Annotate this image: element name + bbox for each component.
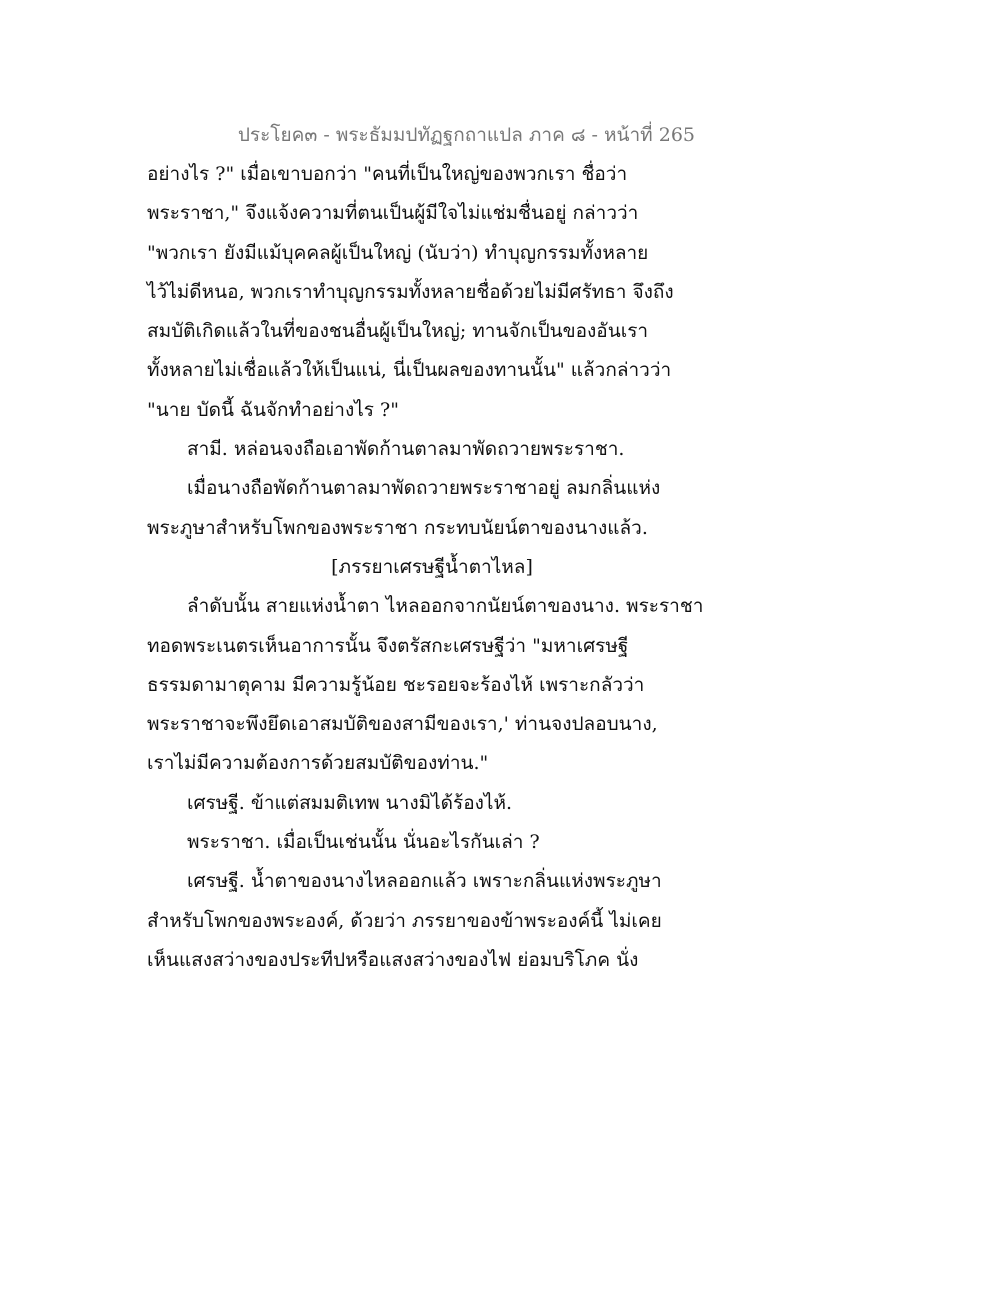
- text-line: "พวกเรา ยังมีแม้บุคคลผู้เป็นใหญ่ (นับว่า) ทำบุญกรรมทั้งหลาย: [147, 241, 649, 264]
- section-heading: [ภรรยาเศรษฐีน้ำตาไหล]: [331, 555, 533, 578]
- text-line: ทอดพระเนตรเห็นอาการนั้น จึงตรัสกะเศรษฐีว่า "มหาเศรษฐี: [147, 634, 629, 657]
- dialogue-line-king: พระราชา. เมื่อเป็นเช่นนั้น นั่นอะไรกันเล่า ?: [187, 831, 540, 854]
- text-line: พระภูษาสำหรับโพกของพระราชา กระทบนัยน์ตาของนางแล้ว.: [147, 516, 648, 539]
- text-line: อย่างไร ?" เมื่อเขาบอกว่า "คนที่เป็นใหญ่ของพวกเรา ชื่อว่า: [147, 163, 628, 185]
- text-line: "นาย บัดนี้ ฉันจักทำอย่างไร ?": [147, 398, 399, 421]
- dialogue-line-merchant: เศรษฐี. ข้าแต่สมมติเทพ นางมิได้ร้องไห้.: [187, 791, 513, 814]
- text-line: เห็นแสงสว่างของประทีปหรือแสงสว่างของไฟ ย่อมบริโภค นั่ง: [147, 948, 639, 971]
- text-line: สำหรับโพกของพระองค์, ด้วยว่า ภรรยาของข้าพระองค์นี้ ไม่เคย: [147, 909, 662, 932]
- paragraph-start-line: เมื่อนางถือพัดก้านตาลมาพัดถวายพระราชาอยู่ ลมกลิ่นแห่ง: [187, 477, 661, 500]
- text-line: พระราชาจะพึงยึดเอาสมบัติของสามีของเรา,' ท่านจงปลอบนาง,: [147, 713, 658, 736]
- text-line: ไว้ไม่ดีหนอ, พวกเราทำบุญกรรมทั้งหลายชื่อด้วยไม่มีศรัทธา จึงถึง: [147, 280, 674, 303]
- text-line: ธรรมดามาตุคาม มีความรู้น้อย ชะรอยจะร้องไห้ เพราะกลัวว่า: [147, 673, 645, 696]
- text-line: ทั้งหลายไม่เชื่อแล้วให้เป็นแน่, นี่เป็นผลของทานนั้น" แล้วกล่าวว่า: [147, 359, 672, 382]
- text-line: สมบัติเกิดแล้วในที่ของชนอื่นผู้เป็นใหญ่; ทานจักเป็นของอันเรา: [147, 320, 649, 343]
- text-line: พระราชา," จึงแจ้งความที่ตนเป็นผู้มีใจไม่แช่มชื่นอยู่ กล่าวว่า: [147, 202, 639, 225]
- body-text: [147, 155, 707, 980]
- text-line: เราไม่มีความต้องการด้วยสมบัติของท่าน.": [147, 752, 489, 775]
- page-header: ประโยค๓ - พระธัมมปทัฏฐกถาแปล ภาค ๘ - หน้าที่ 265: [237, 124, 695, 146]
- paragraph-start-line: ลำดับนั้น สายแห่งน้ำตา ไหลออกจากนัยน์ตาของนาง. พระราชา: [187, 595, 704, 618]
- dialogue-line-merchant: เศรษฐี. น้ำตาของนางไหลออกแล้ว เพราะกลิ่นแห่งพระภูษา: [187, 870, 662, 893]
- dialogue-line-husband: สามี. หล่อนจงถือเอาพัดก้านตาลมาพัดถวายพระราชา.: [187, 438, 625, 461]
